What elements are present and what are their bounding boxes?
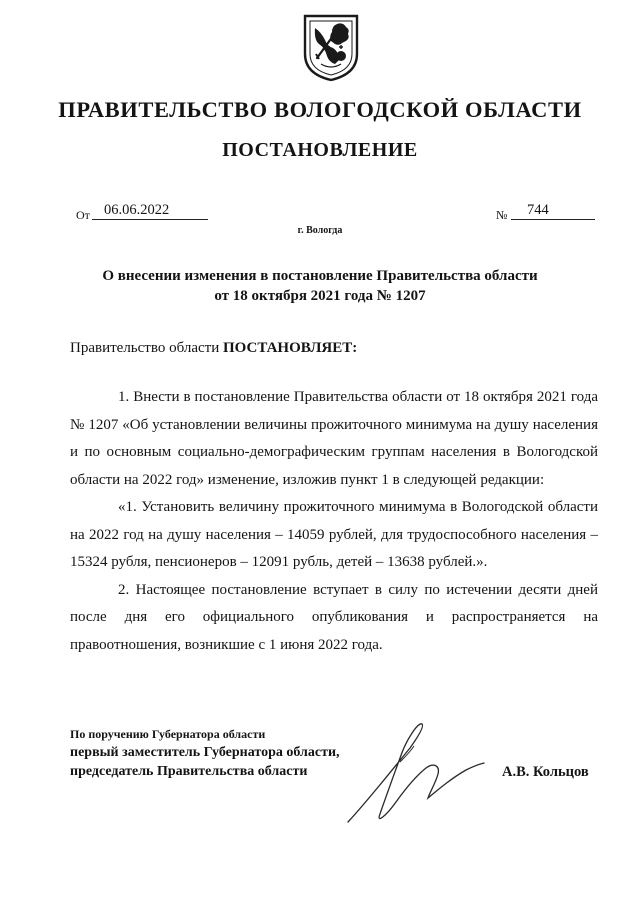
signatory-name: А.В. Кольцов	[502, 764, 589, 780]
handwritten-signature-icon	[340, 718, 488, 830]
paragraph-2: «1. Установить величину прожиточного минимума в Вологодской области на 2022 год на душу населения – 14059 рублей, для трудоспособного населения – 15324 рубля, пенсионеров – 12091 рубль, детей – 13638 рублей.».	[70, 499, 598, 570]
subject-line-2: от 18 октября 2021 года № 1207	[214, 288, 426, 304]
document-subject	[60, 266, 580, 306]
document-type: ПОСТАНОВЛЕНИЕ	[222, 139, 418, 161]
paragraph-3: 2. Настоящее постановление вступает в силу по истечении десяти дней после дня его официального опубликования и распространяется на правоотношения, возникшие с 1 июня 2022 года.	[70, 581, 598, 653]
preamble	[70, 340, 357, 357]
organization-title: ПРАВИТЕЛЬСТВО ВОЛОГОДСКОЙ ОБЛАСТИ	[58, 97, 582, 122]
paragraph-1: 1. Внести в постановление Правительства области от 18 октября 2021 года № 1207 «Об установлении величины прожиточного минимума на душу населения и по основным социально-демографическим группам населения в Вологодской области на 2022 год» изменение, изложив пункт 1 в следующей редакции:	[70, 389, 598, 488]
document-body	[70, 384, 598, 659]
signatory-line-1: По поручению Губернатора области	[70, 727, 266, 741]
preamble-verb: ПОСТАНОВЛЯЕТ:	[222, 340, 358, 356]
document-number: 744	[511, 202, 595, 220]
document-date: 06.06.2022	[92, 202, 208, 220]
signatory-position	[70, 726, 340, 781]
city: г. Вологда	[297, 225, 343, 236]
signatory-line-2: первый заместитель Губернатора области,	[70, 745, 340, 760]
number-label: №	[496, 208, 508, 222]
date-label: От	[76, 208, 90, 222]
preamble-prefix: Правительство области	[70, 340, 223, 356]
coat-of-arms-icon	[303, 14, 359, 82]
subject-line-1: О внесении изменения в постановление Правительства области	[102, 268, 538, 284]
signatory-line-3: председатель Правительства области	[70, 764, 308, 779]
